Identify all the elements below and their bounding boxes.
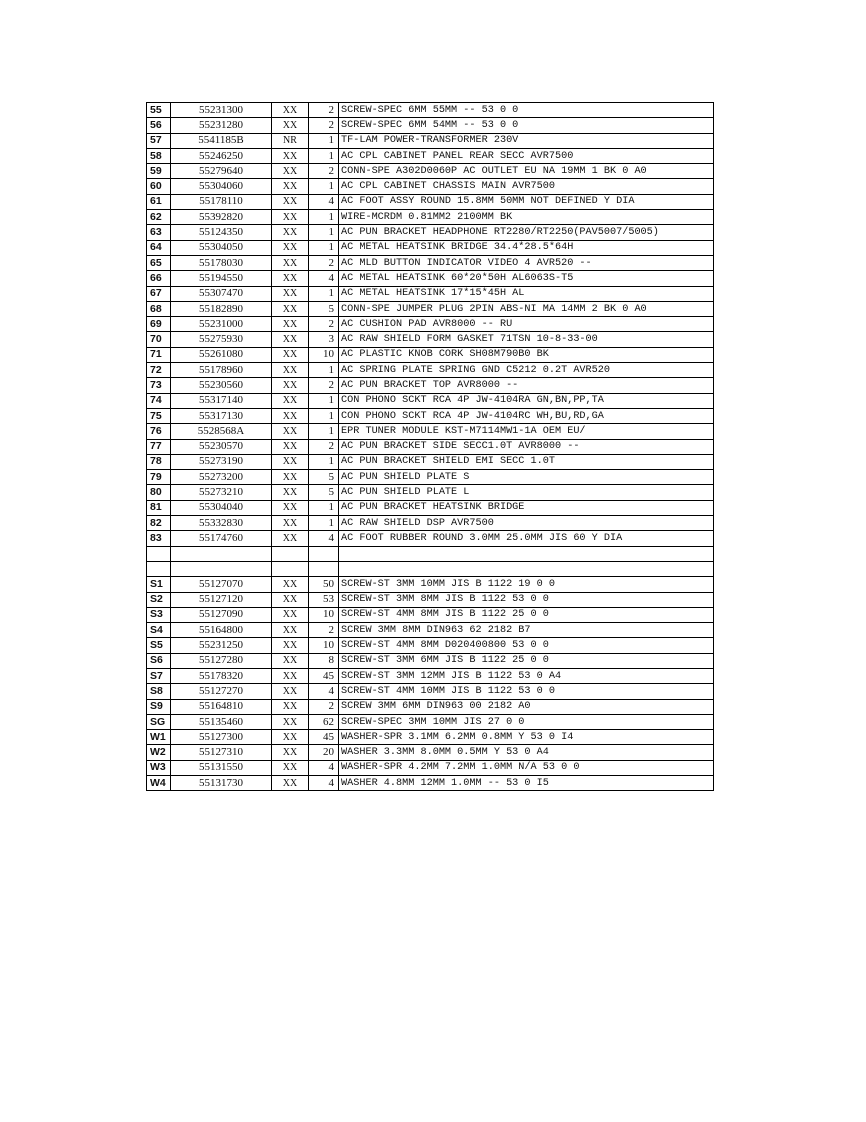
part-number-cell: 55182890 (171, 301, 272, 316)
description-cell: WASHER-SPR 4.2MM 7.2MM 1.0MM N/A 53 0 0 (339, 760, 714, 775)
part-number-cell: 55135460 (171, 714, 272, 729)
code-cell: XX (272, 531, 309, 546)
ref-number-cell: 56 (147, 118, 171, 133)
description-cell: AC MLD BUTTON INDICATOR VIDEO 4 AVR520 -- (339, 255, 714, 270)
ref-number-cell (147, 561, 171, 576)
ref-number-cell: 62 (147, 210, 171, 225)
description-cell: AC METAL HEATSINK 60*20*50H AL6063S-T5 (339, 271, 714, 286)
quantity-cell: 1 (309, 133, 339, 148)
table-row (147, 454, 714, 469)
part-number-cell: 55307470 (171, 286, 272, 301)
ref-number-cell: 57 (147, 133, 171, 148)
ref-number-cell: 67 (147, 286, 171, 301)
parts-list-table (146, 102, 714, 791)
table-row (147, 408, 714, 423)
table-row (147, 623, 714, 638)
table-row (147, 118, 714, 133)
description-cell: AC PUN BRACKET SIDE SECC1.0T AVR8000 -- (339, 439, 714, 454)
part-number-cell: 55279640 (171, 164, 272, 179)
description-cell: SCREW-SPEC 6MM 54MM -- 53 0 0 (339, 118, 714, 133)
part-number-cell: 55164810 (171, 699, 272, 714)
table-row (147, 714, 714, 729)
parts-list-body (147, 103, 714, 791)
quantity-cell: 2 (309, 118, 339, 133)
table-row (147, 577, 714, 592)
code-cell: XX (272, 148, 309, 163)
code-cell: XX (272, 516, 309, 531)
quantity-cell: 2 (309, 378, 339, 393)
code-cell: XX (272, 623, 309, 638)
table-row (147, 424, 714, 439)
ref-number-cell: S5 (147, 638, 171, 653)
code-cell: XX (272, 271, 309, 286)
part-number-cell: 55231280 (171, 118, 272, 133)
quantity-cell: 2 (309, 103, 339, 118)
quantity-cell: 1 (309, 500, 339, 515)
table-row (147, 485, 714, 500)
ref-number-cell: W2 (147, 745, 171, 760)
code-cell: XX (272, 439, 309, 454)
description-cell: SCREW 3MM 8MM DIN963 62 2182 B7 (339, 623, 714, 638)
code-cell: XX (272, 347, 309, 362)
quantity-cell: 4 (309, 531, 339, 546)
quantity-cell: 45 (309, 668, 339, 683)
ref-number-cell: W1 (147, 730, 171, 745)
description-cell: SCREW-SPEC 3MM 10MM JIS 27 0 0 (339, 714, 714, 729)
part-number-cell: 55275930 (171, 332, 272, 347)
quantity-cell: 4 (309, 271, 339, 286)
description-cell: AC PUN BRACKET HEADPHONE RT2280/RT2250(PAV5007/5005) (339, 225, 714, 240)
ref-number-cell: 55 (147, 103, 171, 118)
code-cell: XX (272, 684, 309, 699)
quantity-cell: 1 (309, 516, 339, 531)
part-number-cell: 55127090 (171, 607, 272, 622)
table-row (147, 500, 714, 515)
part-number-cell: 55127070 (171, 577, 272, 592)
code-cell: XX (272, 470, 309, 485)
part-number-cell: 55127270 (171, 684, 272, 699)
table-row (147, 516, 714, 531)
code-cell (272, 561, 309, 576)
quantity-cell: 2 (309, 699, 339, 714)
ref-number-cell: 59 (147, 164, 171, 179)
code-cell (272, 546, 309, 561)
part-number-cell: 55231000 (171, 317, 272, 332)
table-row (147, 531, 714, 546)
ref-number-cell: 77 (147, 439, 171, 454)
table-row (147, 210, 714, 225)
ref-number-cell: S8 (147, 684, 171, 699)
code-cell: XX (272, 332, 309, 347)
table-row (147, 439, 714, 454)
description-cell: AC FOOT ASSY ROUND 15.8MM 50MM NOT DEFINED Y DIA (339, 194, 714, 209)
quantity-cell: 1 (309, 148, 339, 163)
code-cell: XX (272, 240, 309, 255)
description-cell: AC SPRING PLATE SPRING GND C5212 0.2T AVR520 (339, 363, 714, 378)
ref-number-cell: S4 (147, 623, 171, 638)
part-number-cell (171, 561, 272, 576)
table-row (147, 301, 714, 316)
code-cell: XX (272, 103, 309, 118)
description-cell: CON PHONO SCKT RCA 4P JW-4104RA GN,BN,PP,TA (339, 393, 714, 408)
ref-number-cell: 66 (147, 271, 171, 286)
quantity-cell: 4 (309, 760, 339, 775)
quantity-cell: 1 (309, 393, 339, 408)
code-cell: XX (272, 378, 309, 393)
ref-number-cell (147, 546, 171, 561)
quantity-cell: 5 (309, 470, 339, 485)
ref-number-cell: 60 (147, 179, 171, 194)
part-number-cell (171, 546, 272, 561)
description-cell: EPR TUNER MODULE KST-M7114MW1-1A OEM EU/ (339, 424, 714, 439)
code-cell: XX (272, 255, 309, 270)
part-number-cell: 55230560 (171, 378, 272, 393)
quantity-cell: 1 (309, 363, 339, 378)
table-row (147, 760, 714, 775)
quantity-cell: 62 (309, 714, 339, 729)
code-cell: XX (272, 225, 309, 240)
part-number-cell: 55178320 (171, 668, 272, 683)
description-cell: WASHER 3.3MM 8.0MM 0.5MM Y 53 0 A4 (339, 745, 714, 760)
part-number-cell: 55127120 (171, 592, 272, 607)
ref-number-cell: 78 (147, 454, 171, 469)
description-cell: AC PUN SHIELD PLATE L (339, 485, 714, 500)
table-row (147, 286, 714, 301)
quantity-cell: 1 (309, 179, 339, 194)
part-number-cell: 55273210 (171, 485, 272, 500)
ref-number-cell: S6 (147, 653, 171, 668)
description-cell: AC METAL HEATSINK BRIDGE 34.4*28.5*64H (339, 240, 714, 255)
quantity-cell: 3 (309, 332, 339, 347)
table-row (147, 179, 714, 194)
part-number-cell: 55332830 (171, 516, 272, 531)
quantity-cell: 10 (309, 607, 339, 622)
quantity-cell: 1 (309, 210, 339, 225)
table-row (147, 776, 714, 791)
table-row (147, 393, 714, 408)
ref-number-cell: 64 (147, 240, 171, 255)
table-row (147, 347, 714, 362)
ref-number-cell: W4 (147, 776, 171, 791)
description-cell: WASHER 4.8MM 12MM 1.0MM -- 53 0 I5 (339, 776, 714, 791)
ref-number-cell: 81 (147, 500, 171, 515)
table-row (147, 470, 714, 485)
part-number-cell: 55273190 (171, 454, 272, 469)
description-cell: TF-LAM POWER-TRANSFORMER 230V (339, 133, 714, 148)
description-cell: SCREW-ST 4MM 8MM D020400800 53 0 0 (339, 638, 714, 653)
ref-number-cell: 79 (147, 470, 171, 485)
code-cell: XX (272, 301, 309, 316)
quantity-cell: 1 (309, 286, 339, 301)
description-cell: AC PUN BRACKET TOP AVR8000 -- (339, 378, 714, 393)
description-cell: CON PHONO SCKT RCA 4P JW-4104RC WH,BU,RD,GA (339, 408, 714, 423)
ref-number-cell: 74 (147, 393, 171, 408)
ref-number-cell: 69 (147, 317, 171, 332)
description-cell: SCREW 3MM 6MM DIN963 00 2182 A0 (339, 699, 714, 714)
table-row (147, 164, 714, 179)
ref-number-cell: 82 (147, 516, 171, 531)
table-row (147, 255, 714, 270)
description-cell: AC PUN SHIELD PLATE S (339, 470, 714, 485)
code-cell: XX (272, 393, 309, 408)
ref-number-cell: 63 (147, 225, 171, 240)
code-cell: XX (272, 286, 309, 301)
code-cell: XX (272, 363, 309, 378)
description-cell: SCREW-ST 3MM 10MM JIS B 1122 19 0 0 (339, 577, 714, 592)
table-row (147, 592, 714, 607)
part-number-cell: 55231250 (171, 638, 272, 653)
ref-number-cell: 58 (147, 148, 171, 163)
quantity-cell: 2 (309, 164, 339, 179)
quantity-cell: 53 (309, 592, 339, 607)
quantity-cell: 2 (309, 623, 339, 638)
part-number-cell: 55178110 (171, 194, 272, 209)
quantity-cell: 50 (309, 577, 339, 592)
quantity-cell: 10 (309, 638, 339, 653)
part-number-cell: 55127280 (171, 653, 272, 668)
part-number-cell: 55261080 (171, 347, 272, 362)
code-cell: XX (272, 745, 309, 760)
part-number-cell: 5541185B (171, 133, 272, 148)
part-number-cell: 55304060 (171, 179, 272, 194)
code-cell: XX (272, 776, 309, 791)
quantity-cell: 1 (309, 240, 339, 255)
code-cell: XX (272, 577, 309, 592)
part-number-cell: 55317140 (171, 393, 272, 408)
code-cell: XX (272, 118, 309, 133)
quantity-cell: 1 (309, 408, 339, 423)
description-cell: AC RAW SHIELD DSP AVR7500 (339, 516, 714, 531)
part-number-cell: 55230570 (171, 439, 272, 454)
ref-number-cell: S1 (147, 577, 171, 592)
quantity-cell: 4 (309, 194, 339, 209)
quantity-cell: 1 (309, 225, 339, 240)
table-row (147, 607, 714, 622)
blank-row (147, 546, 714, 561)
part-number-cell: 55124350 (171, 225, 272, 240)
ref-number-cell: 75 (147, 408, 171, 423)
ref-number-cell: 80 (147, 485, 171, 500)
ref-number-cell: S9 (147, 699, 171, 714)
ref-number-cell: SG (147, 714, 171, 729)
description-cell: SCREW-ST 3MM 6MM JIS B 1122 25 0 0 (339, 653, 714, 668)
ref-number-cell: 83 (147, 531, 171, 546)
description-cell: SCREW-ST 3MM 12MM JIS B 1122 53 0 A4 (339, 668, 714, 683)
part-number-cell: 55273200 (171, 470, 272, 485)
description-cell: AC PUN BRACKET SHIELD EMI SECC 1.0T (339, 454, 714, 469)
quantity-cell (309, 546, 339, 561)
table-row (147, 225, 714, 240)
code-cell: XX (272, 668, 309, 683)
table-row (147, 684, 714, 699)
table-row (147, 332, 714, 347)
part-number-cell: 55131730 (171, 776, 272, 791)
table-row (147, 363, 714, 378)
part-number-cell: 55231300 (171, 103, 272, 118)
code-cell: XX (272, 485, 309, 500)
code-cell: XX (272, 638, 309, 653)
table-row (147, 699, 714, 714)
quantity-cell: 2 (309, 317, 339, 332)
description-cell: SCREW-ST 4MM 8MM JIS B 1122 25 0 0 (339, 607, 714, 622)
ref-number-cell: 61 (147, 194, 171, 209)
description-cell: CONN-SPE JUMPER PLUG 2PIN ABS-NI MA 14MM 2 BK 0 A0 (339, 301, 714, 316)
quantity-cell: 5 (309, 301, 339, 316)
code-cell: NR (272, 133, 309, 148)
description-cell (339, 546, 714, 561)
description-cell: AC RAW SHIELD FORM GASKET 71TSN 10-8-33-00 (339, 332, 714, 347)
quantity-cell: 2 (309, 439, 339, 454)
ref-number-cell: S7 (147, 668, 171, 683)
description-cell: AC PUN BRACKET HEATSINK BRIDGE (339, 500, 714, 515)
description-cell: SCREW-SPEC 6MM 55MM -- 53 0 0 (339, 103, 714, 118)
code-cell: XX (272, 592, 309, 607)
part-number-cell: 55127310 (171, 745, 272, 760)
table-row (147, 240, 714, 255)
table-row (147, 668, 714, 683)
part-number-cell: 55178960 (171, 363, 272, 378)
quantity-cell: 10 (309, 347, 339, 362)
code-cell: XX (272, 454, 309, 469)
part-number-cell: 55317130 (171, 408, 272, 423)
part-number-cell: 55246250 (171, 148, 272, 163)
part-number-cell: 55178030 (171, 255, 272, 270)
part-number-cell: 55392820 (171, 210, 272, 225)
ref-number-cell: 76 (147, 424, 171, 439)
table-row (147, 653, 714, 668)
ref-number-cell: 68 (147, 301, 171, 316)
part-number-cell: 5528568A (171, 424, 272, 439)
table-row (147, 148, 714, 163)
code-cell: XX (272, 164, 309, 179)
description-cell: AC CPL CABINET PANEL REAR SECC AVR7500 (339, 148, 714, 163)
quantity-cell (309, 561, 339, 576)
part-number-cell: 55164800 (171, 623, 272, 638)
code-cell: XX (272, 179, 309, 194)
code-cell: XX (272, 500, 309, 515)
table-row (147, 103, 714, 118)
ref-number-cell: W3 (147, 760, 171, 775)
quantity-cell: 4 (309, 684, 339, 699)
ref-number-cell: 73 (147, 378, 171, 393)
part-number-cell: 55194550 (171, 271, 272, 286)
description-cell: SCREW-ST 3MM 8MM JIS B 1122 53 0 0 (339, 592, 714, 607)
description-cell: AC CUSHION PAD AVR8000 -- RU (339, 317, 714, 332)
table-row (147, 745, 714, 760)
description-cell: CONN-SPE A302D0060P AC OUTLET EU NA 19MM 1 BK 0 A0 (339, 164, 714, 179)
description-cell (339, 561, 714, 576)
table-row (147, 638, 714, 653)
table-row (147, 133, 714, 148)
code-cell: XX (272, 653, 309, 668)
ref-number-cell: S3 (147, 607, 171, 622)
part-number-cell: 55174760 (171, 531, 272, 546)
quantity-cell: 20 (309, 745, 339, 760)
ref-number-cell: 72 (147, 363, 171, 378)
code-cell: XX (272, 194, 309, 209)
description-cell: AC FOOT RUBBER ROUND 3.0MM 25.0MM JIS 60 Y DIA (339, 531, 714, 546)
quantity-cell: 1 (309, 424, 339, 439)
code-cell: XX (272, 317, 309, 332)
ref-number-cell: S2 (147, 592, 171, 607)
quantity-cell: 45 (309, 730, 339, 745)
quantity-cell: 4 (309, 776, 339, 791)
quantity-cell: 2 (309, 255, 339, 270)
table-row (147, 194, 714, 209)
code-cell: XX (272, 210, 309, 225)
code-cell: XX (272, 730, 309, 745)
quantity-cell: 5 (309, 485, 339, 500)
description-cell: WASHER-SPR 3.1MM 6.2MM 0.8MM Y 53 0 I4 (339, 730, 714, 745)
code-cell: XX (272, 424, 309, 439)
code-cell: XX (272, 408, 309, 423)
code-cell: XX (272, 607, 309, 622)
code-cell: XX (272, 714, 309, 729)
description-cell: AC CPL CABINET CHASSIS MAIN AVR7500 (339, 179, 714, 194)
table-row (147, 730, 714, 745)
table-row (147, 271, 714, 286)
table-row (147, 317, 714, 332)
part-number-cell: 55127300 (171, 730, 272, 745)
description-cell: AC PLASTIC KNOB CORK SH08M790B0 BK (339, 347, 714, 362)
part-number-cell: 55304040 (171, 500, 272, 515)
code-cell: XX (272, 699, 309, 714)
quantity-cell: 1 (309, 454, 339, 469)
table-row (147, 378, 714, 393)
description-cell: AC METAL HEATSINK 17*15*45H AL (339, 286, 714, 301)
part-number-cell: 55131550 (171, 760, 272, 775)
blank-row (147, 561, 714, 576)
description-cell: WIRE-MCRDM 0.81MM2 2100MM BK (339, 210, 714, 225)
description-cell: SCREW-ST 4MM 10MM JIS B 1122 53 0 0 (339, 684, 714, 699)
ref-number-cell: 70 (147, 332, 171, 347)
ref-number-cell: 65 (147, 255, 171, 270)
ref-number-cell: 71 (147, 347, 171, 362)
part-number-cell: 55304050 (171, 240, 272, 255)
quantity-cell: 8 (309, 653, 339, 668)
code-cell: XX (272, 760, 309, 775)
